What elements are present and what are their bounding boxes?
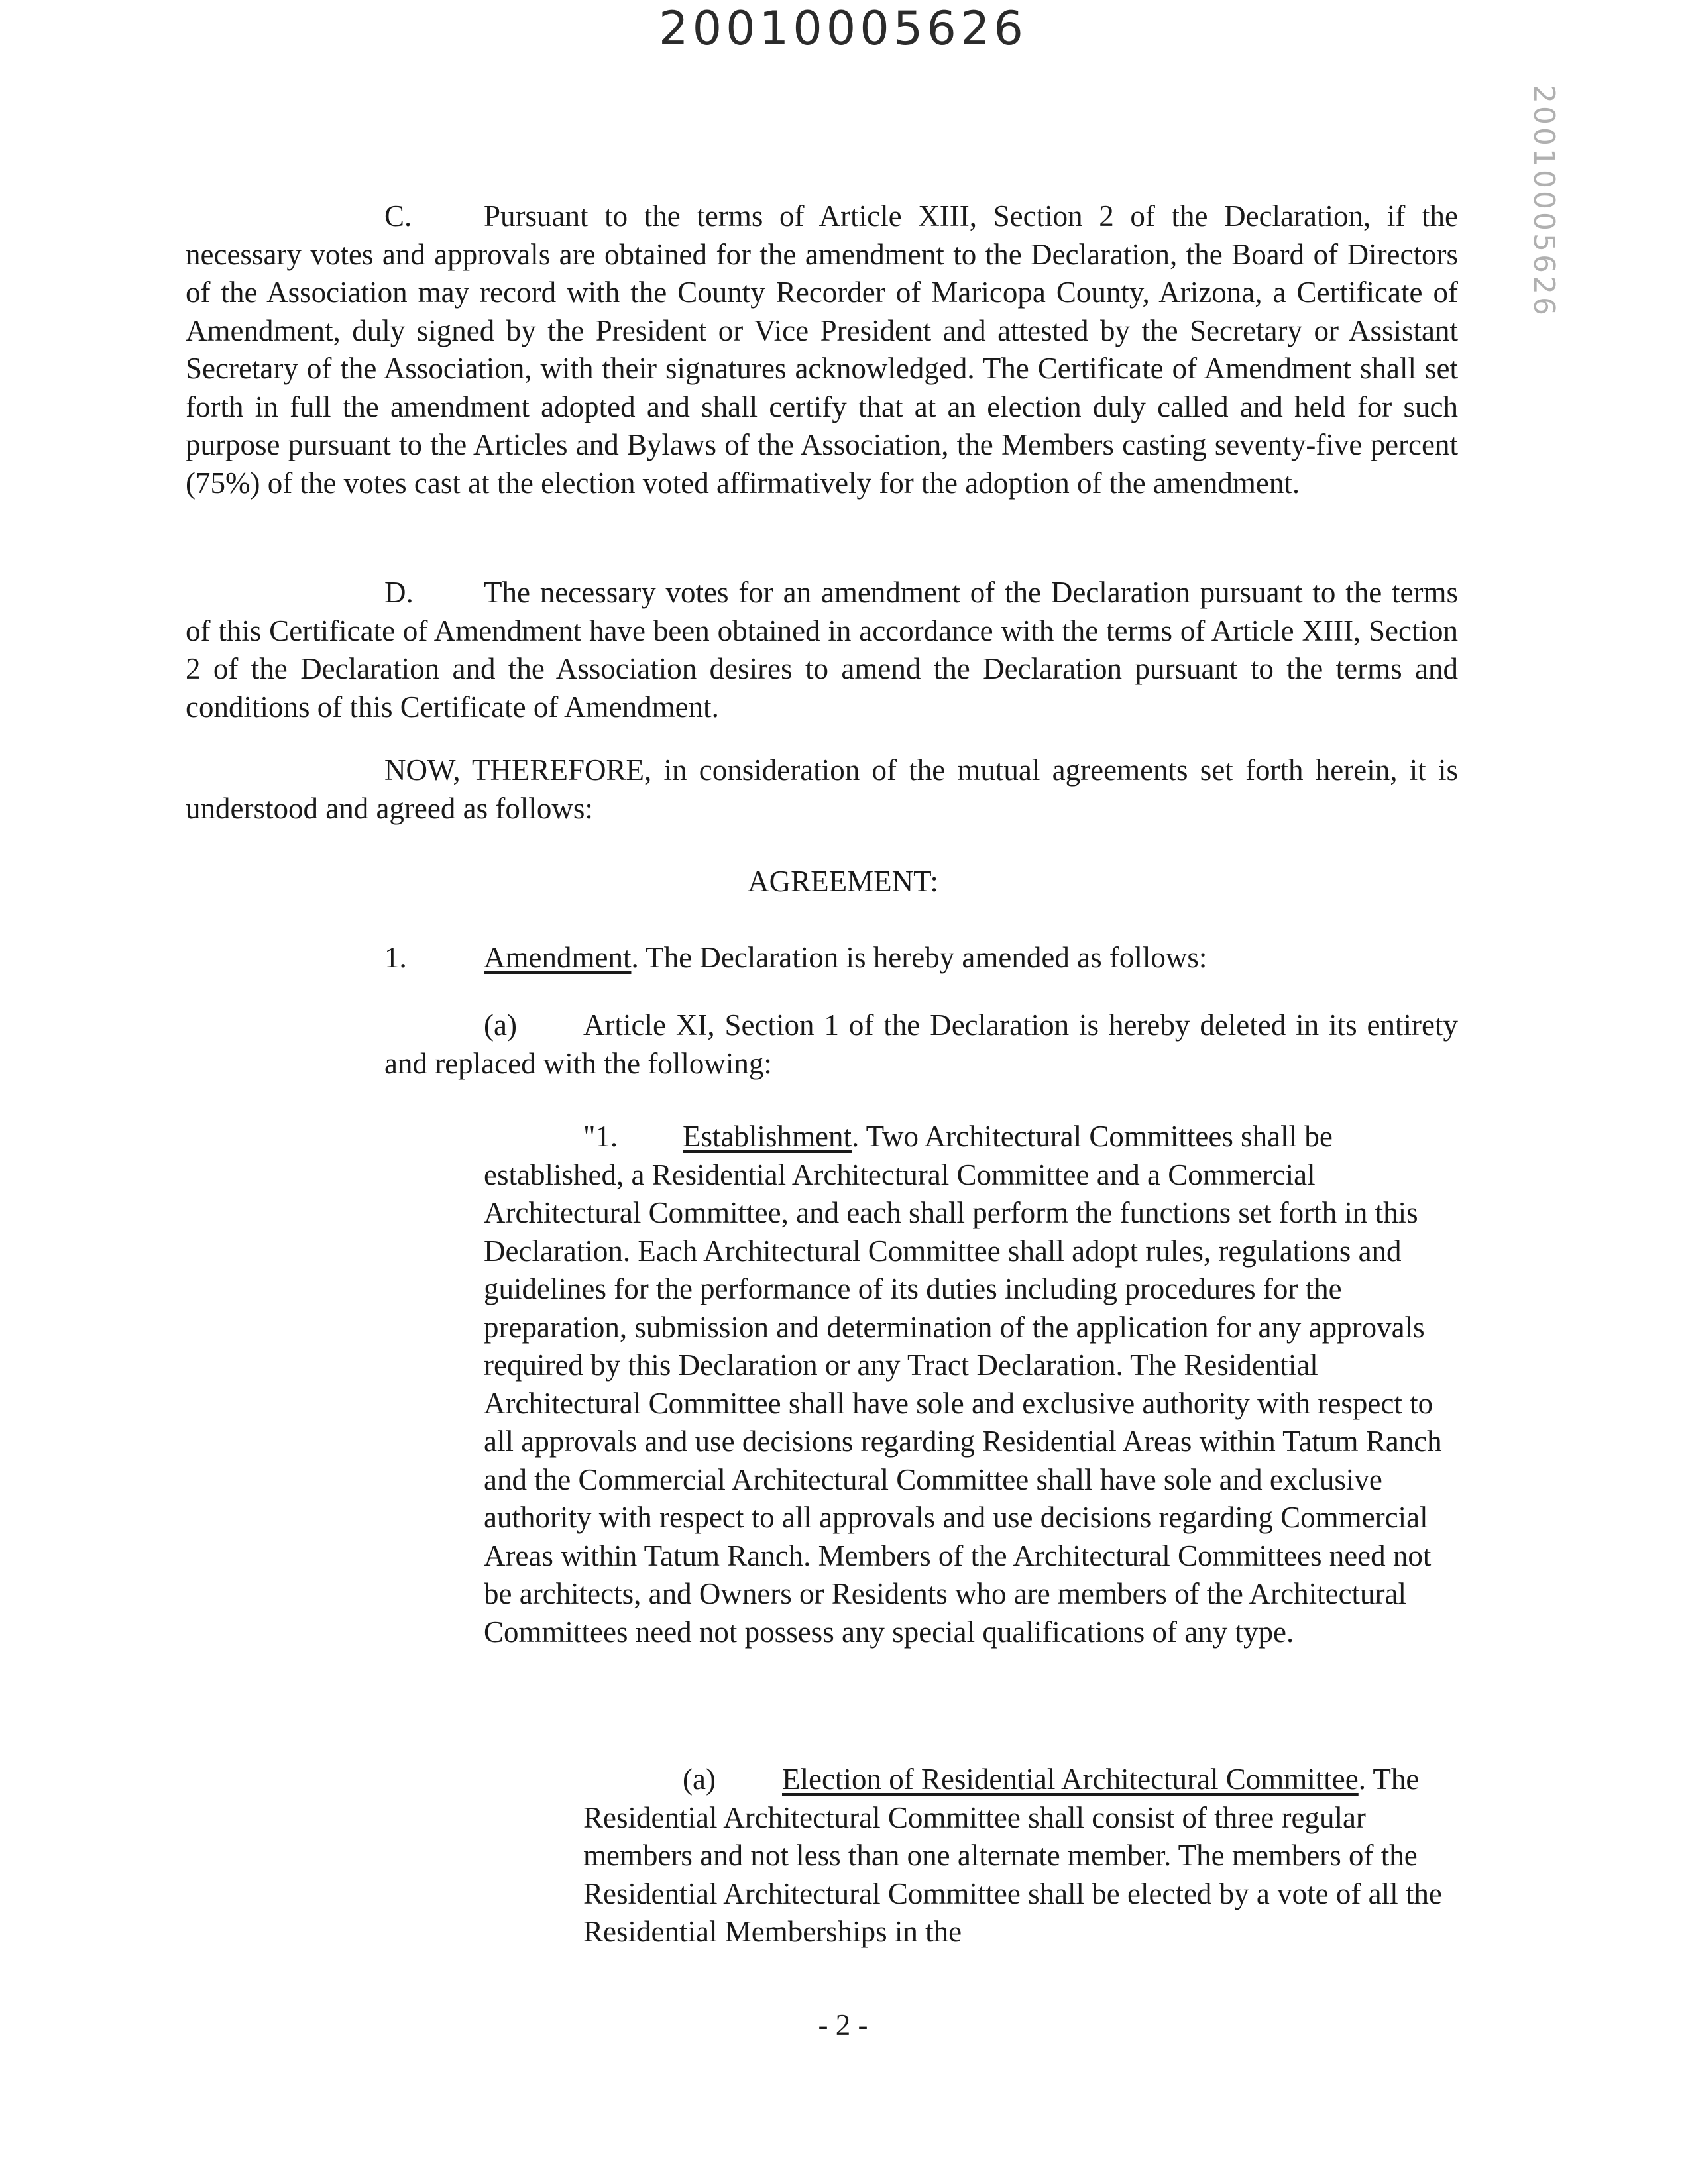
paragraph-c [186,197,1458,502]
quoted-subsection-a-text: . The Residential Architectural Committee shall consist of three regular members and not less than one alternate member. The members of the Residential Architectural Committee shall be elected by a vote of all the Residential Memberships in the [583,1763,1442,1948]
quoted-section-1-text: . Two Architectural Committees shall be established, a Residential Architectural Committee and a Commercial Architectural Committee, and each shall perform the functions set forth in this Declaration. Each Architectural Committee shall adopt rules, regulations and guidelines for the performance of its duties including procedures for the preparation, submission and determination of the application for any approvals required by this Declaration or any Tract Declaration. The Residential Architectural Committee shall have sole and exclusive authority with respect to all approvals and use decisions regarding Residential Areas within Tatum Ranch and the Commercial Architectural Committee shall have sole and exclusive authority with respect to all approvals and use decisions regarding Commercial Areas within Tatum Ranch. Members of the Architectural Committees need not be architects, and Owners or Residents who are members of the Architectural Committees need not possess any special qualifications of any type. [484,1120,1442,1649]
section-1-amendment [384,939,1458,977]
side-stamp-number: 20010005626 [1527,85,1561,318]
page-number: - 2 - [818,2008,868,2042]
quoted-subsection-a-election [583,1761,1458,1951]
quoted-subsection-a-title: Election of Residential Architectural Committee [782,1763,1359,1796]
paragraph-d [186,574,1458,726]
paragraph-d-text: The necessary votes for an amendment of the Declaration pursuant to the terms of this Certificate of Amendment have been obtained in accordance with the terms of Article XIII, Section 2 of the Declaration and the Association desires to amend the Declaration pursuant to the terms and conditions of this Certificate of Amendment. [186,576,1458,724]
section-1-text: . The Declaration is hereby amended as follows: [631,941,1208,974]
section-1-title: Amendment [484,941,632,974]
quoted-section-1-title: Establishment [683,1120,852,1153]
paragraph-c-text: Pursuant to the terms of Article XIII, Section 2 of the Declaration, if the necessary votes and approvals are obtained for the amendment to the Declaration, the Board of Directors of the Association may record with the County Recorder of Maricopa County, Arizona, a Certificate of Amendment, duly signed by the President or Vice President and attested by the Secretary or Assistant Secretary of the Association, with their signatures acknowledged. The Certificate of Amendment shall set forth in full the amendment adopted and shall certify that at an election duly called and held for such purpose pursuant to the Articles and Bylaws of the Association, the Members casting seventy-five percent (75%) of the votes cast at the election voted affirmatively for the adoption of the amendment. [186,199,1458,500]
paragraph-d-label: D. [384,576,414,609]
paragraph-c-label: C. [384,199,412,233]
document-number: 20010005626 [659,1,1027,56]
quoted-section-1-number: "1. [583,1120,618,1153]
section-1-number: 1. [384,941,407,974]
agreement-heading: AGREEMENT: [748,865,938,898]
quoted-section-1-establishment [484,1118,1458,1651]
paragraph-now-therefore-text: NOW, THEREFORE, in consideration of the mutual agreements set forth herein, it is understood and agreed as follows: [186,753,1458,825]
subparagraph-a [384,1007,1458,1083]
subparagraph-a-text: Article XI, Section 1 of the Declaration is hereby deleted in its entirety and replaced with the following: [384,1009,1458,1080]
quoted-subsection-a-label: (a) [683,1763,716,1796]
paragraph-now-therefore [186,751,1458,828]
subparagraph-a-label: (a) [484,1009,517,1042]
